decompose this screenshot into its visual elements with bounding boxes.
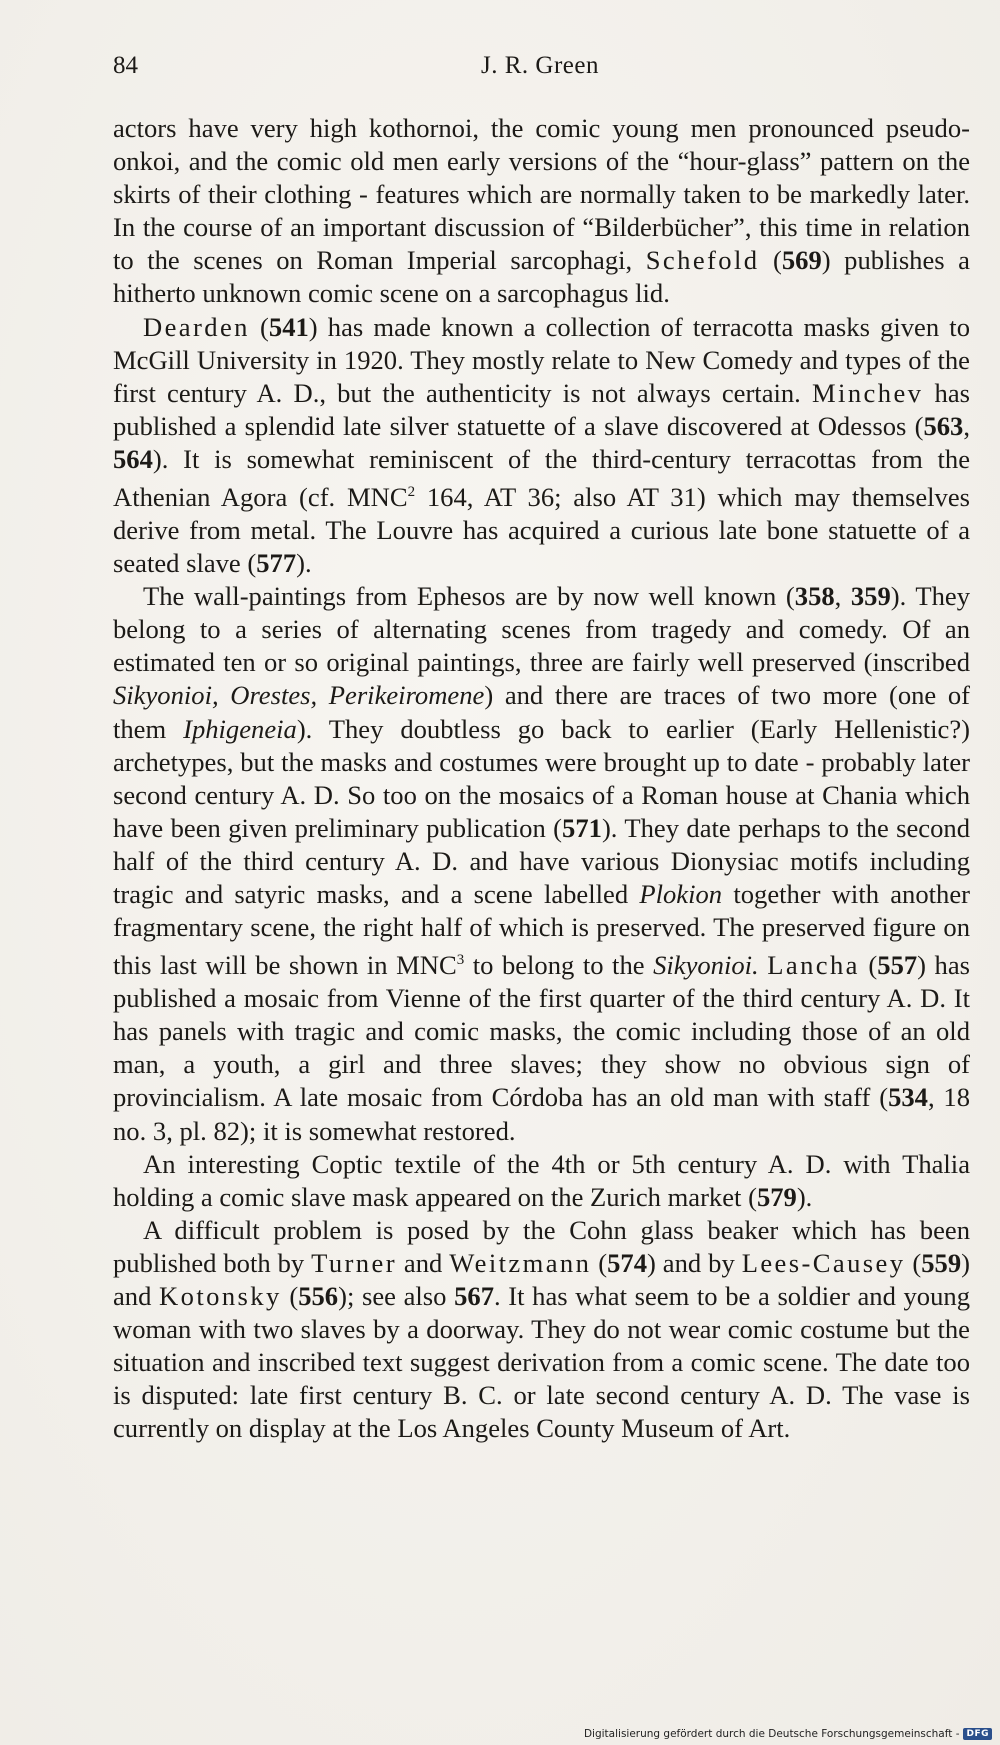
italic-title: Iphigeneia [183,713,297,744]
dfg-logo: DFG [963,1728,992,1740]
reference-number: 569 [781,245,822,276]
author-name: Dearden [143,311,250,342]
text-run: ( [905,1247,922,1278]
author-name: Lees-Causey [741,1247,906,1278]
paragraph [113,1214,970,1446]
running-head: J. R. Green [481,52,599,79]
reference-number: 556 [298,1281,339,1311]
reference-number: 557 [877,950,918,981]
digitization-credit [584,1728,992,1740]
reference-number: 571 [562,812,602,843]
text-run: ) has published a mosaic from Vienne of the first quarter of the third century A. D. It has panels with tragic and comic masks, the comic including those of an old man, a youth, a girl and three slaves; they show no obvious sign of provincialism. A late mosaic from Córdoba has an old man with staff ( [113,950,970,1113]
author-name: Weitzmann [449,1247,592,1278]
text-run: ( [859,950,878,981]
text-run: ( [281,1281,299,1311]
author-name: Turner [311,1247,397,1278]
text-run: ). It is somewhat reminiscent of the third-century terracottas from the Athenian Agora (cf. MNC [113,443,970,512]
text-run: A difficult problem is posed by the Cohn glass beaker which has been published both by [113,1214,970,1278]
text-run: ) and by [647,1247,742,1278]
paragraph [113,580,970,1147]
text-run: , [834,581,851,612]
reference-number: 534 [888,1082,928,1113]
paragraph [113,1148,970,1214]
text-run: An interesting Coptic textile of the 4th or 5th century A. D. with Thalia holding a comic slave mask appeared on the Zurich market ( [113,1148,970,1212]
text-run: actors have very high kothornoi, the comic young men pronounced pseudo-onkoi, and the comic old men early versions of the “hour-glass” pattern on the skirts of their clothing - features which are normally taken to be markedly later. In the course of an important discussion of “Bilderbücher”, this time in relation to the scenes on Roman Imperial sarcophagi, [113,113,970,276]
text-run: ). [296,548,312,579]
page-header [113,52,970,86]
text-run: has published a splendid late silver statuette of a slave discovered at Odessos ( [113,377,970,441]
text-run: ( [249,311,269,342]
author-name: Minchev [812,377,924,408]
text-run: . It has what seem to be a soldier and young woman with two slaves by a doorway. They do not wear comic costume but the situation and inscribed text suggest derivation from a comic scene. The date too is disputed: late first century B. C. or late second century A. D. The vase is currently on display at the Los Angeles County Museum of Art. [113,1281,970,1444]
text-run: ) and [113,1247,970,1311]
reference-number: 541 [268,311,309,342]
reference-number: 564 [113,443,153,474]
text-run: ) has made known a collection of terracotta masks given to McGill University in 1920. They mostly relate to New Comedy and types of the first century A. D., but the authenticity is not always certain. [113,311,970,408]
text-run: ) and there are traces of two more (one of them [113,680,970,744]
text-run: ). [796,1181,813,1212]
text-run: ). They date perhaps to the second half of the third century A. D. and have various Dionysiac motifs including tragic and satyric masks, and a scene labelled [113,812,971,910]
text-run: and [396,1247,450,1278]
italic-title: Sikyonioi, Orestes, Perikeiromene [113,680,485,711]
text-run: to belong to the [464,950,654,981]
text-run: ) publishes a hitherto unknown comic scene on a sarcophagus lid. [113,245,970,309]
credit-text: Digitalisierung gefördert durch die Deutsche Forschungsgemeinschaft - [583,1728,960,1740]
author-name: Lancha [767,950,860,981]
reference-number: 577 [256,548,297,579]
text-run: ). They belong to a series of alternating scenes from tragedy and comedy. Of an estimated ten or so original paintings, three are fairly well preserved (inscribed [113,581,970,678]
reference-number: 358 [794,581,835,612]
italic-title: Sikyonioi. [653,950,759,981]
author-name: Kotonsky [159,1281,282,1311]
reference-number: 559 [921,1247,962,1278]
superscript: 2 [407,484,416,501]
text-run [759,950,768,980]
paragraph [113,311,970,581]
text-run: , 18 no. 3, pl. 82); it is somewhat restored. [113,1082,971,1146]
text-run: ); see also [338,1281,455,1311]
text-run: ( [759,245,782,276]
text-run: 164, AT 36; also AT 31) which may themselves derive from metal. The Louvre has acquired a curious late bone statuette of a seated slave ( [113,481,970,579]
reference-number: 567 [454,1281,494,1311]
superscript: 3 [456,952,465,969]
reference-number: 563 [923,410,964,441]
text-run: The wall-paintings from Ephesos are by now well known ( [143,581,795,612]
reference-number: 579 [756,1181,797,1212]
text-run: , [963,410,970,441]
page-number: 84 [113,52,138,79]
italic-title: Plokion [639,879,723,910]
text-run: ( [591,1247,608,1278]
author-name: Schefold [645,245,760,276]
text-run: ). They doubtless go back to earlier (Early Hellenistic?) archetypes, but the masks and costumes were brought up to date - probably later second century A. D. So too on the mosaics of a Roman house at Chania which have been given preliminary publication ( [113,713,970,843]
reference-number: 359 [850,581,891,612]
body-text [113,112,970,1445]
reference-number: 574 [607,1247,647,1278]
paragraph [113,112,970,311]
text-run: together with another fragmentary scene, the right half of which is preserved. The preserved figure on this last will be shown in MNC [113,879,970,981]
